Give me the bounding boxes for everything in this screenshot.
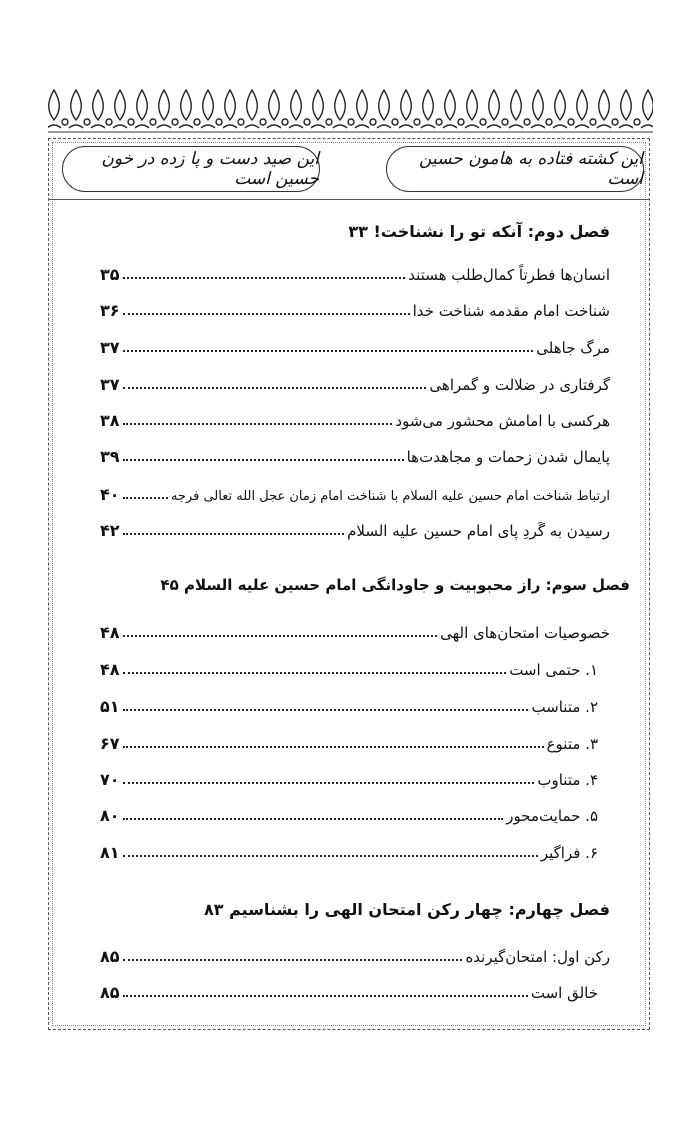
ornament-flame-shape: [357, 90, 368, 120]
toc-entry[interactable]: [100, 298, 610, 320]
toc-entry-title: رکن اول: امتحان‌گیرنده: [465, 948, 610, 966]
toc-entry[interactable]: [100, 803, 610, 825]
ornament-dot-shape: [84, 119, 90, 125]
ornament-dot-shape: [216, 119, 222, 125]
ornament-flame-shape: [269, 90, 280, 120]
dot-leader: [123, 423, 393, 425]
ornament-flame-shape: [203, 90, 214, 120]
ornament-dot-shape: [304, 119, 310, 125]
ornament-flame-shape: [489, 90, 500, 120]
toc-entry-title: گرفتاری در ضلالت و گمراهی: [429, 376, 610, 394]
ornament-dot-shape: [326, 119, 332, 125]
ornament-flame-shape: [599, 90, 610, 120]
dot-leader: [123, 459, 404, 461]
ornament-flame-shape: [335, 90, 346, 120]
ornament-flame-shape: [181, 90, 192, 120]
ornament-border-top: [48, 86, 653, 134]
ornament-dot-shape: [458, 119, 464, 125]
ornament-flame-shape: [49, 90, 60, 120]
toc-entry-title: ۴. متناوب: [537, 771, 598, 789]
ornament-arc-shape: [311, 125, 325, 128]
ornament-arc-shape: [641, 125, 653, 128]
toc-entry[interactable]: [100, 372, 610, 394]
ornament-flame-shape: [555, 90, 566, 120]
dot-leader: [123, 855, 538, 857]
ornament-flame-shape: [137, 90, 148, 120]
dot-leader: [123, 277, 406, 279]
toc-entry-page: ۸۵: [100, 947, 120, 966]
ornament-arc-shape: [135, 125, 149, 128]
ornament-arc-shape: [179, 125, 193, 128]
dot-leader: [123, 709, 529, 711]
dot-leader: [123, 635, 438, 637]
ornament-arc-shape: [157, 125, 171, 128]
ornament-arc-shape: [487, 125, 501, 128]
toc-entry[interactable]: [100, 444, 610, 466]
chapter-heading: فصل سوم: راز محبوبیت و جاودانگی امام حسین علیه السلام ۴۵: [160, 576, 630, 594]
toc-entry[interactable]: [100, 408, 610, 430]
toc-entry[interactable]: [100, 335, 610, 357]
ornament-dot-shape: [194, 119, 200, 125]
toc-entry-page: ۴۲: [100, 521, 120, 540]
ornament-arc-shape: [377, 125, 391, 128]
dot-leader: [123, 959, 463, 961]
ornament-arc-shape: [245, 125, 259, 128]
toc-entry-page: ۴۸: [100, 623, 120, 642]
ornament-arc-shape: [223, 125, 237, 128]
toc-entry[interactable]: [100, 980, 610, 1002]
ornament-arc-shape: [443, 125, 457, 128]
ornament-flame-shape: [401, 90, 412, 120]
ornament-flame-shape: [643, 90, 653, 120]
toc-entry-title: رسیدن به گَردِ پای امام حسین علیه السلام: [347, 522, 610, 540]
toc-entry-title: انسان‌ها فطرتاً کمال‌طلب هستند: [408, 266, 610, 284]
ornament-arc-shape: [619, 125, 633, 128]
ornament-arc-shape: [399, 125, 413, 128]
toc-entry-title: خالق است: [530, 984, 598, 1002]
dot-leader: [123, 313, 410, 315]
dot-leader: [123, 818, 504, 820]
toc-entry-page: ۷۰: [100, 770, 120, 789]
ornament-dot-shape: [62, 119, 68, 125]
ornament-dot-shape: [590, 119, 596, 125]
dot-leader: [123, 672, 507, 674]
ornament-flame-shape: [93, 90, 104, 120]
ornament-dot-shape: [128, 119, 134, 125]
ornament-dot-shape: [568, 119, 574, 125]
toc-entry[interactable]: [100, 944, 610, 966]
ornament-flame-shape: [577, 90, 588, 120]
toc-entry-page: ۳۷: [100, 338, 120, 357]
toc-entry-page: ۶۷: [100, 734, 120, 753]
ornament-arc-shape: [48, 125, 61, 128]
ornament-arc-shape: [69, 125, 83, 128]
ornament-dot-shape: [150, 119, 156, 125]
ornament-dot-shape: [436, 119, 442, 125]
ornament-flame-shape: [291, 90, 302, 120]
toc-entry[interactable]: [100, 694, 610, 716]
toc-entry[interactable]: [100, 482, 610, 504]
toc-entry[interactable]: [100, 731, 610, 753]
ornament-flame-shape: [445, 90, 456, 120]
ornament-dot-shape: [546, 119, 552, 125]
calligraphy-cartouche-right: این کشته فتاده به هامون حسین است: [386, 146, 644, 192]
ornament-arc-shape: [509, 125, 523, 128]
toc-entry[interactable]: [100, 767, 610, 789]
ornament-flame-shape: [379, 90, 390, 120]
ornament-dot-shape: [634, 119, 640, 125]
dot-leader: [123, 350, 534, 352]
dot-leader: [123, 533, 345, 535]
ornament-arc-shape: [91, 125, 105, 128]
toc-entry-title: شناخت امام مقدمه شناخت خدا: [412, 302, 610, 320]
toc-entry-page: ۳۸: [100, 411, 120, 430]
toc-entry[interactable]: [100, 657, 610, 679]
toc-entry-page: ۴۸: [100, 660, 120, 679]
ornament-flame-shape: [71, 90, 82, 120]
toc-entry-title: ۶. فراگیر: [540, 844, 598, 862]
ornament-dot-shape: [480, 119, 486, 125]
ornament-arc-shape: [355, 125, 369, 128]
toc-entry-title: خصوصیات امتحان‌های الهی: [440, 624, 610, 642]
ornament-dot-shape: [414, 119, 420, 125]
ornament-dot-shape: [282, 119, 288, 125]
ornament-flame-shape: [533, 90, 544, 120]
ornament-arc-shape: [531, 125, 545, 128]
ornament-dot-shape: [612, 119, 618, 125]
ornament-arc-shape: [267, 125, 281, 128]
ornament-dot-shape: [392, 119, 398, 125]
dot-leader: [123, 387, 427, 389]
dot-leader: [123, 497, 168, 499]
chapter-heading: فصل چهارم: چهار رکن امتحان الهی را بشناسیم ۸۳: [204, 900, 610, 919]
toc-entry-title: هرکسی با امامش محشور می‌شود: [395, 412, 610, 430]
ornament-flame-shape: [621, 90, 632, 120]
chapter-heading: فصل دوم: آنکه تو را نشناخت! ۳۳: [348, 222, 610, 241]
calligraphy-cartouche-left: این صید دست و پا زده در خون حسین است: [62, 146, 320, 192]
toc-entry-title: ۵. حمایت‌محور: [506, 807, 598, 825]
toc-entry-page: ۵۱: [100, 697, 120, 716]
toc-entry-page: ۳۶: [100, 301, 120, 320]
ornament-flame-shape: [159, 90, 170, 120]
dot-leader: [123, 746, 544, 748]
ornament-flame-shape: [115, 90, 126, 120]
toc-entry-page: ۸۵: [100, 983, 120, 1002]
ornament-flame-shape: [247, 90, 258, 120]
toc-entry-page: ۴۰: [100, 485, 120, 504]
toc-entry-page: ۳۵: [100, 265, 120, 284]
ornament-arc-shape: [289, 125, 303, 128]
dot-leader: [123, 995, 528, 997]
ornament-dot-shape: [260, 119, 266, 125]
ornament-arc-shape: [113, 125, 127, 128]
dot-leader: [123, 782, 535, 784]
toc-entry-page: ۸۰: [100, 806, 120, 825]
toc-entry[interactable]: [100, 518, 610, 540]
toc-entry-title: مرگ جاهلی: [536, 339, 610, 357]
ornament-arc-shape: [465, 125, 479, 128]
toc-entry[interactable]: [100, 840, 610, 862]
ornament-dot-shape: [348, 119, 354, 125]
toc-entry[interactable]: [100, 262, 610, 284]
ornament-dot-shape: [106, 119, 112, 125]
ornament-arc-shape: [333, 125, 347, 128]
ornament-dot-shape: [238, 119, 244, 125]
ornament-arc-shape: [201, 125, 215, 128]
toc-entry-title: ۱. حتمی است: [509, 661, 598, 679]
toc-entry-page: ۳۷: [100, 375, 120, 394]
toc-entry[interactable]: [100, 620, 610, 642]
toc-entry-page: ۸۱: [100, 843, 120, 862]
ornament-arc-shape: [421, 125, 435, 128]
ornament-dot-shape: [502, 119, 508, 125]
toc-entry-title: پایمال شدن زحمات و مجاهدت‌ها: [406, 448, 610, 466]
toc-entry-title: ۲. متناسب: [531, 698, 598, 716]
ornament-flame-shape: [423, 90, 434, 120]
ornament-arc-shape: [553, 125, 567, 128]
toc-entry-title: ۳. متنوع: [546, 735, 598, 753]
ornament-arc-shape: [597, 125, 611, 128]
toc-entry-page: ۳۹: [100, 447, 120, 466]
ornament-flame-shape: [313, 90, 324, 120]
ornament-flame-shape: [511, 90, 522, 120]
ornament-dot-shape: [370, 119, 376, 125]
ornament-dot-shape: [172, 119, 178, 125]
ornament-dot-shape: [524, 119, 530, 125]
ornament-arc-shape: [575, 125, 589, 128]
ornament-flame-shape: [225, 90, 236, 120]
ornament-flame-shape: [467, 90, 478, 120]
toc-entry-title: ارتباط شناخت امام حسین علیه السلام با شناخت امام زمان عجل الله تعالی فرجه: [170, 489, 610, 504]
